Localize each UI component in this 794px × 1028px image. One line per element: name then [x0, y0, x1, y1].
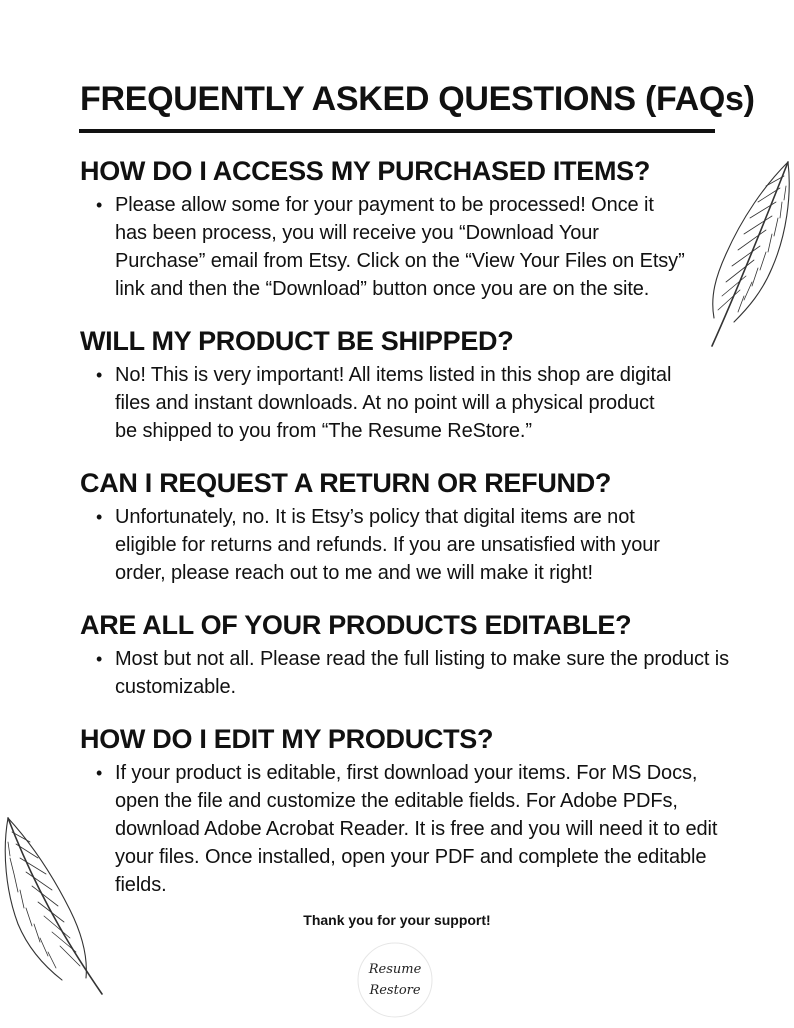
bullet-icon: •	[96, 507, 103, 527]
faq-answer-text: Most but not all. Please read the full listing to make sure the product is customizable.	[115, 648, 730, 698]
title-underline	[79, 129, 715, 133]
feather-icon	[0, 812, 108, 998]
bullet-icon: •	[96, 649, 103, 669]
faq-question: ARE ALL OF YOUR PRODUCTS EDITABLE?	[80, 610, 632, 640]
faq-answer-list	[80, 759, 730, 899]
bullet-icon: •	[96, 195, 103, 215]
logo-text-line1: Resume	[368, 962, 422, 977]
faq-answer	[80, 645, 770, 701]
feather-icon	[700, 156, 794, 351]
faq-answer	[80, 759, 730, 899]
faq-answer-text: Unfortunately, no. It is Etsy’s policy that digital items are not eligible for returns and refunds. If you are unsatisfied with your order, please reach out to me and we will make it right!	[115, 506, 660, 584]
faq-item	[80, 724, 770, 899]
faq-item	[80, 326, 770, 445]
faq-question: CAN I REQUEST A RETURN OR REFUND?	[80, 468, 612, 498]
faq-question: HOW DO I ACCESS MY PURCHASED ITEMS?	[80, 156, 651, 186]
faq-item	[80, 468, 770, 587]
bullet-icon: •	[96, 365, 103, 385]
faq-item	[80, 610, 770, 701]
faq-item	[80, 156, 770, 303]
faq-question: HOW DO I EDIT MY PRODUCTS?	[80, 724, 494, 754]
page-title: FREQUENTLY ASKED QUESTIONS (FAQs)	[80, 80, 755, 118]
faq-answer-list	[80, 361, 680, 445]
faq-answer	[80, 361, 680, 445]
faq-answer-text: Please allow some for your payment to be processed! Once it has been process, you will receive you “Download Your Purchase” email from Etsy. Click on the “View Your Files on Etsy” link and then the “Download” button once you are on the site.	[115, 194, 685, 300]
faq-answer-list	[80, 191, 685, 303]
faq-answer-list	[80, 645, 770, 701]
thank-you-note: Thank you for your support!	[303, 912, 491, 928]
logo-text-line2: Restore	[369, 983, 421, 998]
faq-question: WILL MY PRODUCT BE SHIPPED?	[80, 326, 514, 356]
faq-answer-text: No! This is very important! All items listed in this shop are digital files and instant downloads. At no point will a physical product be shipped to you from “The Resume ReStore.”	[115, 364, 672, 442]
bullet-icon: •	[96, 763, 103, 783]
faq-answer-list	[80, 503, 680, 587]
faq-answer-text: If your product is editable, first download your items. For MS Docs, open the file and customize the editable fields. For Adobe PDFs, download Adobe Acrobat Reader. It is free and you will need it to edit your files. Once installed, open your PDF and complete the editable fields.	[115, 762, 718, 896]
faq-answer	[80, 191, 685, 303]
logo-icon	[355, 940, 435, 1020]
faq-answer	[80, 503, 680, 587]
